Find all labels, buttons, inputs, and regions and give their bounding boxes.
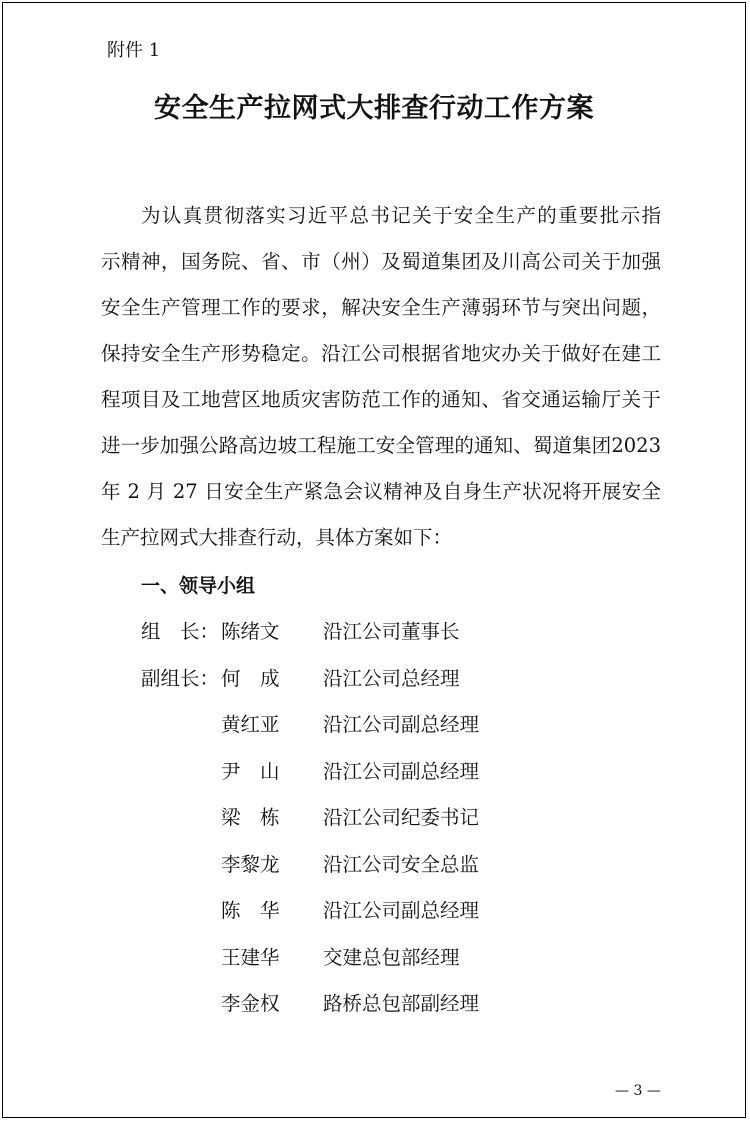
member-name: 王建华 xyxy=(221,946,280,969)
paragraph-line: 为认真贯彻落实习近平总书记关于安全生产的重要批示指 xyxy=(141,204,661,227)
paragraph-line: 进一步加强公路高边坡工程施工安全管理的通知、蜀道集团2023 xyxy=(101,434,661,457)
paragraph-line: 示精神，国务院、省、市（州）及蜀道集团及川高公司关于加强 xyxy=(101,250,661,273)
member-name: 尹 山 xyxy=(221,760,280,783)
member-name: 李金权 xyxy=(221,992,280,1015)
member-title: 沿江公司总经理 xyxy=(323,667,460,690)
member-name: 陈 华 xyxy=(221,899,280,922)
member-name: 黄红亚 xyxy=(221,713,280,736)
member-name: 李黎龙 xyxy=(221,853,280,876)
member-name: 梁 栋 xyxy=(221,806,280,829)
document-page xyxy=(2,2,746,1118)
paragraph-line: 保持安全生产形势稳定。沿江公司根据省地灾办关于做好在建工 xyxy=(101,342,661,365)
page-number: — 3 — xyxy=(615,1083,661,1099)
attachment-label: 附件 1 xyxy=(107,40,161,61)
member-role: 副组长： xyxy=(141,667,220,690)
member-title: 路桥总包部副经理 xyxy=(323,992,480,1015)
member-name: 何 成 xyxy=(221,667,280,690)
paragraph-line: 安全生产管理工作的要求，解决安全生产薄弱环节与突出问题， xyxy=(101,296,661,319)
member-title: 沿江公司纪委书记 xyxy=(323,806,480,829)
document-title: 安全生产拉网式大排查行动工作方案 xyxy=(154,93,594,124)
section-heading: 一、领导小组 xyxy=(141,575,256,597)
paragraph-line: 生产拉网式大排查行动，具体方案如下： xyxy=(101,526,453,549)
member-title: 沿江公司安全总监 xyxy=(323,853,480,876)
body-paragraph xyxy=(101,193,661,561)
member-name: 陈绪文 xyxy=(221,620,280,643)
paragraph-line: 年 2 月 27 日安全生产紧急会议精神及自身生产状况将开展安全 xyxy=(101,480,661,503)
member-title: 交建总包部经理 xyxy=(323,946,460,969)
member-title: 沿江公司副总经理 xyxy=(323,713,480,736)
member-role: 组 长： xyxy=(141,620,220,643)
paragraph-line: 程项目及工地营区地质灾害防范工作的通知、省交通运输厅关于 xyxy=(101,388,661,411)
member-title: 沿江公司董事长 xyxy=(323,620,460,643)
member-title: 沿江公司副总经理 xyxy=(323,899,480,922)
member-title: 沿江公司副总经理 xyxy=(323,760,480,783)
